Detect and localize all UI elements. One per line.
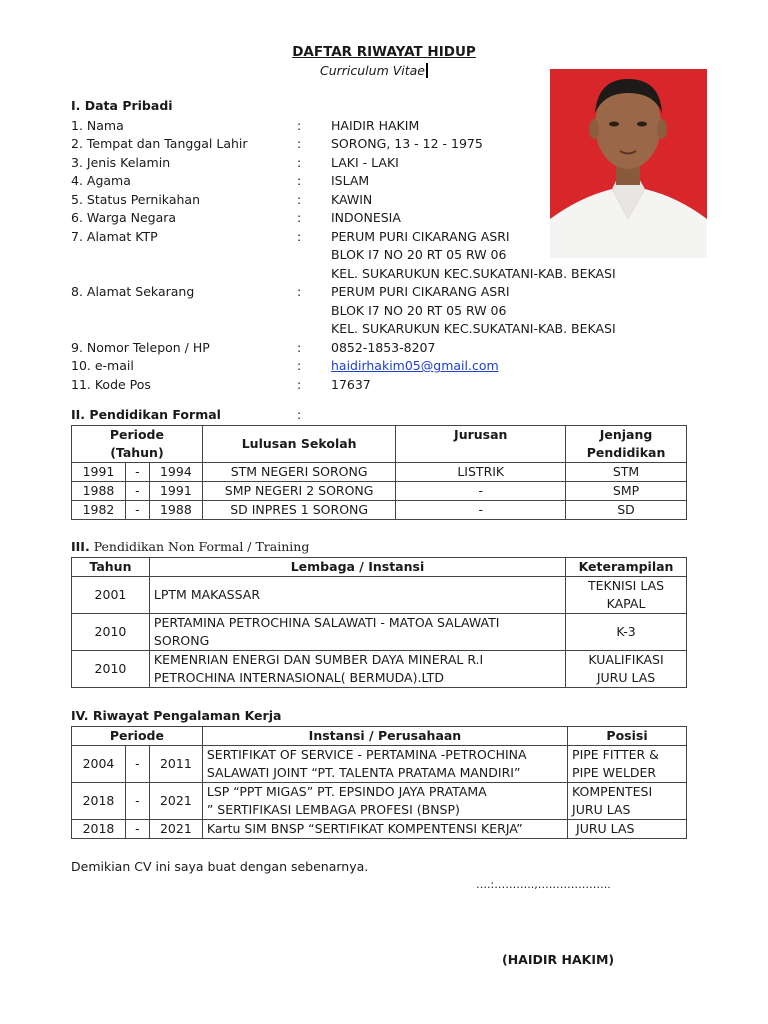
nonformal-training-table	[71, 557, 687, 688]
work-experience-table	[71, 726, 687, 839]
text-cursor	[426, 63, 428, 78]
profile-photo	[550, 69, 707, 258]
table-row: 2018 - 2021 LSP “PPT MIGAS” PT. EPSINDO JAYA PRATAMA ” SERTIFIKASI LEMBAGA PROFESI (BNSP) KOMPENTESI JURU LAS	[72, 783, 687, 820]
closing-statement: Demikian CV ini saya buat dengan sebenarnya.	[71, 859, 369, 874]
document-title: DAFTAR RIWAYAT HIDUP	[292, 44, 476, 60]
table-row: 2018 - 2021 Kartu SIM BNSP “SERTIFIKAT KOMPENTENSI KERJA” JURU LAS	[72, 820, 687, 839]
table-row: 1991 - 1994 STM NEGERI SORONG LISTRIK STM	[72, 463, 687, 482]
personal-heading: I. Data Pribadi	[71, 98, 173, 113]
formal-education-table	[71, 425, 687, 520]
table-row: 2004 - 2011 SERTIFIKAT OF SERVICE - PERTAMINA -PETROCHINA SALAWATI JOINT “PT. TALENTA PRATAMA MANDIRI” PIPE FITTER & PIPE WELDER	[72, 746, 687, 783]
table-row: 1982 - 1988 SD INPRES 1 SORONG - SD	[72, 501, 687, 520]
place-date-line: ….:………..,………………..	[476, 878, 611, 891]
table-header-row: Periode (Tahun) Lulusan Sekolah Jurusan Jenjang Pendidikan	[72, 426, 687, 463]
table-header-row: Tahun Lembaga / Instansi Keterampilan	[72, 558, 687, 577]
table-row: 2001 LPTM MAKASSAR TEKNISI LAS KAPAL	[72, 577, 687, 614]
table-row: 2010 PERTAMINA PETROCHINA SALAWATI - MATOA SALAWATI SORONG K-3	[72, 614, 687, 651]
work-heading: IV. Riwayat Pengalaman Kerja	[71, 708, 282, 723]
email-link[interactable]: haidirhakim05@gmail.com	[331, 358, 499, 373]
table-row: 2010 KEMENRIAN ENERGI DAN SUMBER DAYA MINERAL R.I PETROCHINA INTERNASIONAL( BERMUDA).LTD KUALIFIKASI JURU LAS	[72, 651, 687, 688]
document-subtitle: Curriculum Vitae	[0, 63, 748, 78]
table-row: 1988 - 1991 SMP NEGERI 2 SORONG - SMP	[72, 482, 687, 501]
signature-name: (HAIDIR HAKIM)	[502, 952, 615, 967]
table-header-row: Periode Instansi / Perusahaan Posisi	[72, 727, 687, 746]
nonformal-heading: III. Pendidikan Non Formal / Training	[71, 539, 310, 554]
